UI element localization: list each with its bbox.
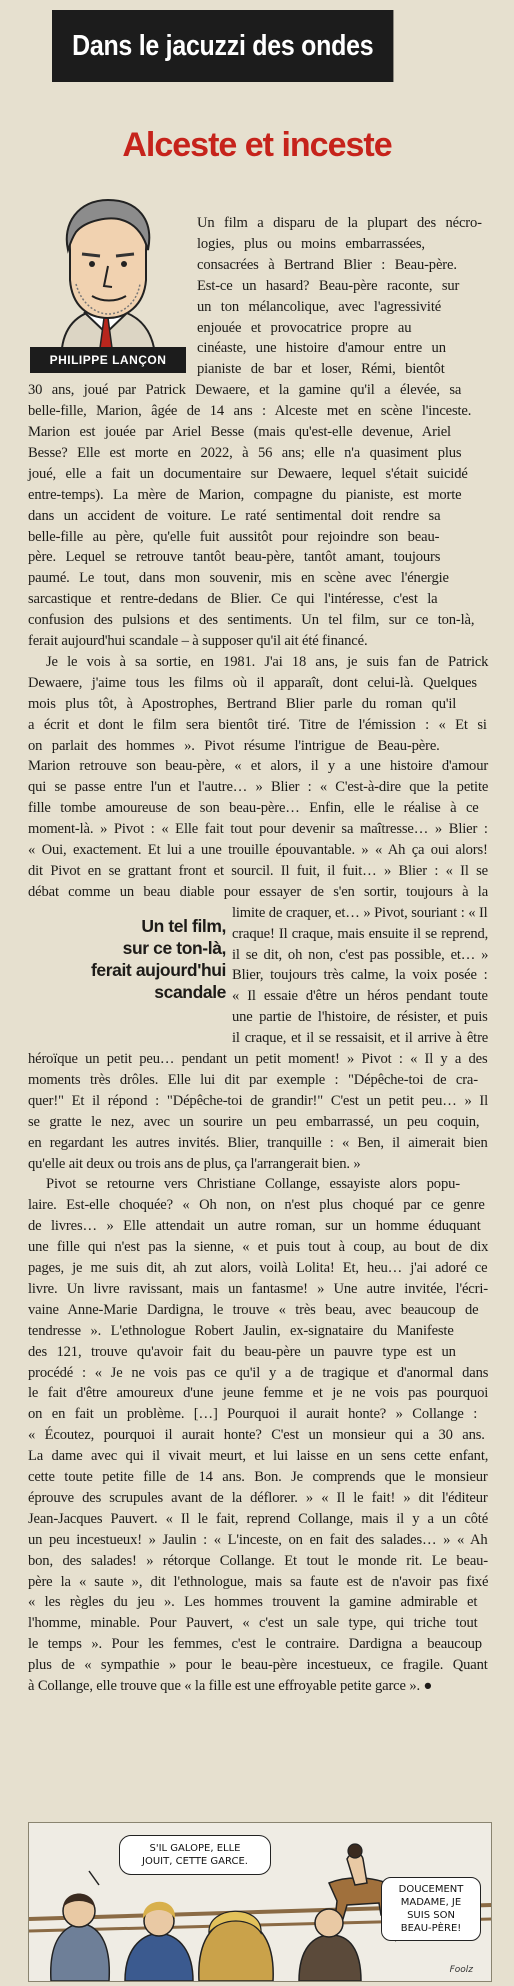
pull-quote [28, 915, 226, 1003]
body-line: une partie de l'histoire, de résister, et puis [232, 1009, 488, 1026]
body-line: il se dit, oh non, c'est pas possible, et… » [232, 946, 489, 963]
body-line: le fait d'être amoureux d'une jeune femme et je ne vois pas pourquoi [28, 1385, 489, 1402]
body-line: Marion est jouée par Ariel Besse (mais qu'est-elle devenue, Ariel [28, 424, 451, 440]
body-line: cette toute petite fille de 14 ans. Bon. Je comprends que le monsieur [28, 1469, 488, 1485]
bubble-right-line: BEAU-PÈRE! [400, 1923, 462, 1934]
pull-quote-line: Un tel film, [141, 916, 226, 936]
body-line: enjouée et provocatrice propre au [197, 319, 412, 336]
body-line: à Collange, elle trouve que « la fille est une effroyable petite garce ». ● [28, 1678, 433, 1694]
body-line: en regardant les autres invités. Blier, tranquille : « Ben, il aimerait bien [28, 1134, 488, 1151]
body-line: dans un accident de voiture. Le raté sentimental doit rendre sa [28, 507, 441, 524]
body-line: dit Pivot en se grattant front et sourcil. Il fuit, il fuit… » Blier : « Il se [28, 862, 488, 879]
body-line: Jean-Jacques Pauvert. « Il le fait, reprend Collange, mais il y a un côté [28, 1510, 489, 1527]
body-line: Marion retrouve son beau-père, « et alors, il y a une histoire d'amour [28, 758, 489, 775]
body-line: mois plus tôt, à Apostrophes, Bertrand Blier parle du roman qu'il [28, 695, 457, 712]
section-banner: Dans le jacuzzi des ondes [52, 10, 393, 82]
body-line: ferait aujourd'hui scandale – à supposer qu'il ait été financé. [28, 633, 368, 649]
speech-bubble-right [381, 1877, 481, 1941]
body-line: débat comme un beau diable pour essayer de s'en sortir, toujours à la [28, 883, 489, 900]
bubble-right-line: SUIS SON [407, 1910, 455, 1921]
body-line: Je le vois à sa sortie, en 1981. J'ai 18 ans, je suis fan de Patrick [46, 653, 489, 670]
body-line: il craque, et il se ressaisit, et il arrive à être [232, 1030, 489, 1047]
body-line: éprouve des scrupules avant de la déflorer. » « Il le fait! » dit l'éditeur [28, 1489, 488, 1506]
body-line: entre-temps). La mère de Marion, compagne du pianiste, est morte [28, 486, 462, 503]
body-line: un peu incestueux! » Jaulin : « L'inceste, on en fait des salades… » « Ah [28, 1531, 488, 1548]
body-line: Un film a disparu de la plupart des nécro- [197, 215, 482, 231]
body-line: limite de craquer, et… » Pivot, souriant : « Il [232, 904, 488, 921]
body-line: a écrit et dont le film sera bientôt tiré. Titre de l'émission : « Et si [28, 716, 487, 733]
body-line: Besse? Elle est morte en 2022, à 56 ans; elle n'a quasiment plus [28, 444, 462, 461]
body-line: « Oui, exactement. Et lui a une trouille épouvantable. » « Ah ça oui alors! [28, 842, 488, 858]
body-line: tendresse ». L'ethnologue Robert Jaulin, ex-signataire du Manifeste [28, 1322, 454, 1339]
body-line: « Écoutez, pourquoi il aurait honte? C'est un monsieur qui a 30 ans. [28, 1427, 485, 1444]
body-line: plus de « sympathie » pour le beau-père incestueux, ce fragile. Quant [28, 1657, 488, 1674]
body-line: pianiste de bar et loser, Rémi, bientôt [197, 361, 445, 378]
body-line: vaine Anne-Marie Dardigna, le trouve « très beau, avec beaucoup de [28, 1301, 479, 1318]
author-byline: PHILIPPE LANÇON [30, 347, 186, 373]
bubble-right-line: MADAME, JE [400, 1897, 462, 1908]
body-line: paumé. Le tout, dans mon souvenir, mis en scène avec l'énergie [28, 570, 449, 587]
body-line: père. Lequel se retrouve tantôt beau-père, tantôt amant, toujours [28, 549, 441, 566]
body-line: procédé : « Je ne vois pas ce qu'il y a de tragique et d'anormal dans [28, 1364, 489, 1381]
body-line: on parlait des hommes ». Pivot résume l'intrigue de Beau-père. [28, 737, 440, 754]
body-line: on en fait un problème. […] Pourquoi il aurait honte? » Collange : [28, 1406, 478, 1423]
bubble-left-line: JOUIT, CETTE GARCE. [142, 1856, 248, 1867]
body-line: de livres… » Elle attendait un autre roman, sur un homme éduquant [28, 1218, 481, 1235]
body-line: se gratte le nez, avec un sourire un peu embarrassé, un peu coquin, [28, 1113, 480, 1130]
body-line: 30 ans, joué par Patrick Dewaere, et la gamine qu'il a élevée, sa [28, 382, 462, 399]
body-line: craque! Il craque, mais ensuite il se reprend, [232, 925, 489, 942]
body-line: le temps ». Pour les femmes, c'est le contraire. Dardigna a beaucoup [28, 1636, 482, 1653]
cartoon-illustration [28, 1822, 492, 1982]
body-line: moment-là. » Pivot : « Elle fait tout pour devenir sa maîtresse… » Blier : [28, 821, 488, 838]
body-line: logies, plus ou moins embarrassées, [197, 235, 425, 252]
body-line: La dame avec qui il vivait meurt, et lui laisse en un sens cette enfant, [28, 1448, 489, 1465]
body-line: fille tombe amoureuse de son beau-père… Enfin, elle le réalise à ce [28, 800, 479, 817]
body-line: Dewaere, j'aime tous les films où il apparaît, dont celui-là. Quelques [28, 674, 477, 691]
article-headline: Alceste et inceste [122, 126, 392, 164]
body-line: Pivot se retourne vers Christiane Collange, essayiste alors popu- [46, 1176, 460, 1193]
cartoonist-signature: Foolz [449, 1965, 473, 1975]
body-line: livre. Un livre ravissant, mais un fantasme! » Une autre invitée, l'écri- [28, 1280, 488, 1297]
body-line: sarcastique et rentre-dedans de Blier. Ce qui l'intéresse, c'est la [28, 591, 438, 608]
body-line: cinéaste, une histoire d'amour entre un [197, 340, 446, 357]
body-line: consacrées à Bertrand Blier : Beau-père. [197, 256, 457, 273]
author-portrait [26, 188, 188, 360]
body-line: joué, elle a fait un documentaire sur Dewaere, lequel s'était suicidé [28, 465, 468, 482]
bubble-right-line: DOUCEMENT [398, 1884, 464, 1895]
body-line: pages, je me suis dit, ah zut alors, voilà Lolita! Et, heu… j'ai adoré ce [28, 1260, 488, 1276]
speech-bubble-left [119, 1835, 271, 1875]
body-line: Est-ce un hasard? Beau-père raconte, sur [197, 277, 460, 294]
body-line: des 121, trouve qu'avoir fait du beau-père un pauvre type est un [28, 1343, 456, 1360]
body-line: « Il essaie d'être un héros pendant toute [232, 988, 488, 1005]
body-line: une fille qui n'est pas la sienne, « et puis tout à coup, au bout de dix [28, 1239, 489, 1256]
pull-quote-line: sur ce ton-là, [122, 938, 226, 958]
pull-quote-line: ferait aujourd'hui [90, 960, 226, 980]
body-line: quer!" Et il répond : "Dépêche-toi de grandir!" C'est un petit peu… » Il [28, 1092, 489, 1109]
body-line: bon, des salades! » rétorque Collange. Et tout le monde rit. Le beau- [28, 1552, 489, 1569]
body-line: confusion des pulsions et des sentiments. Un tel film, sur ce ton-là, [28, 612, 475, 629]
pull-quote-line: scandale [154, 982, 226, 1002]
body-line: belle-fille au père, qu'elle fuit aussitôt pour rejoindre son beau- [28, 528, 440, 545]
body-line: un ton mélancolique, avec l'agressivité [197, 298, 442, 315]
body-line: qu'elle ait deux ou trois ans de plus, ça l'arrangerait bien. » [28, 1155, 361, 1172]
body-line: qui se passe entre l'un et l'autre… » Blier : « C'est-à-dire que la petite [28, 779, 489, 796]
body-line: laire. Est-elle choquée? « Oh non, on n'est plus choqué par ce genre [28, 1197, 485, 1214]
body-line: « les règles du jeu ». Les hommes trouvent la gamine admirable et [28, 1594, 478, 1611]
body-line: belle-fille, Marion, âgée de 14 ans : Alceste met en scène l'inceste. [28, 403, 472, 420]
body-line: moments très drôles. Elle lui dit par exemple : "Dépêche-toi de cra- [28, 1071, 478, 1088]
body-line: père la « saute », dit l'ethnologue, mais sa faute est de n'avoir pas fixé [28, 1573, 489, 1590]
body-line: Blier, toujours très calme, la voix posée : [232, 967, 488, 984]
body-line: l'homme, minable. Pour Pauvert, « c'est un sale type, qui triche tout [28, 1615, 478, 1632]
body-line: héroïque un petit peu… pendant un petit moment! » Pivot : « Il y a des [28, 1051, 488, 1067]
bubble-left-line: S'IL GALOPE, ELLE [149, 1843, 241, 1854]
